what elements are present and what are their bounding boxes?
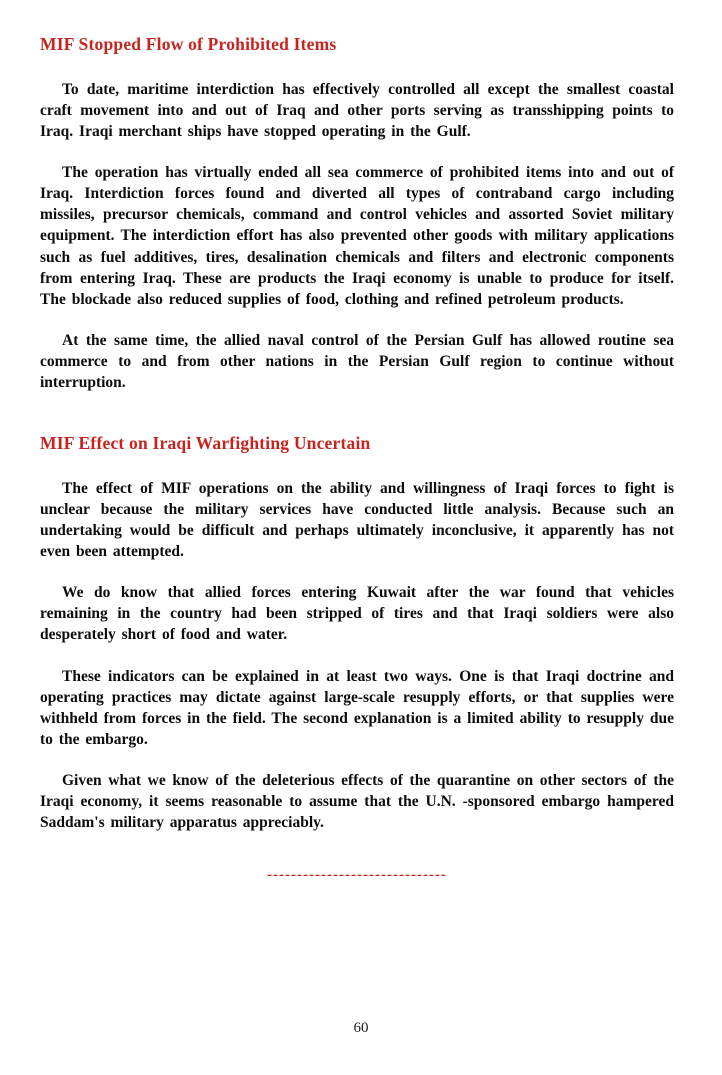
- section-heading: MIF Effect on Iraqi Warfighting Uncertain: [40, 433, 371, 454]
- paragraph: The effect of MIF operations on the ability and willingness of Iraqi forces to fight is unclear because the military services have conducted little analysis. Because such an undertaking would be difficult and perhaps ultimately inconclusive, it apparently has not even been attempted.: [40, 480, 674, 561]
- section-heading: MIF Stopped Flow of Prohibited Items: [40, 34, 337, 54]
- document-content: [40, 34, 674, 884]
- paragraph: We do know that allied forces entering Kuwait after the war found that vehicles remaining in the country had been stripped of tires and that Iraqi soldiers were also desperately short of food and water.: [40, 584, 674, 644]
- paragraph: The operation has virtually ended all sea commerce of prohibited items into and out of Iraq. Interdiction forces found and diverted all types of contraband cargo including missiles, precursor chemicals, command and control vehicles and assorted Soviet military equipment. The interdiction effort has also prevented other goods with military applications such as fuel additives, tires, desalination chemicals and filters and electronic components from entering Iraq. These are products the Iraqi economy is unable to produce for itself. The blockade also reduced supplies of food, clothing and refined petroleum products.: [40, 164, 674, 308]
- paragraph: To date, maritime interdiction has effectively controlled all except the smallest coastal craft movement into and out of Iraq and other ports serving as transshipping points to Iraq. Iraqi merchant ships have stopped operating in the Gulf.: [40, 81, 674, 141]
- section-separator: ------------------------------: [267, 867, 447, 884]
- paragraph: These indicators can be explained in at least two ways. One is that Iraqi doctrine and operating practices may dictate against large-scale resupply efforts, or that supplies were withheld from forces in the field. The second explanation is a limited ability to resupply due to the embargo.: [40, 667, 674, 748]
- paragraph: At the same time, the allied naval control of the Persian Gulf has allowed routine sea commerce to and from other nations in the Persian Gulf region to continue without interruption.: [40, 331, 674, 391]
- paragraph: Given what we know of the deleterious effects of the quarantine on other sectors of the Iraqi economy, it seems reasonable to assume that the U.N. -sponsored embargo hampered Saddam's military apparatus appreciably.: [40, 771, 674, 832]
- page-number: 60: [353, 1020, 369, 1036]
